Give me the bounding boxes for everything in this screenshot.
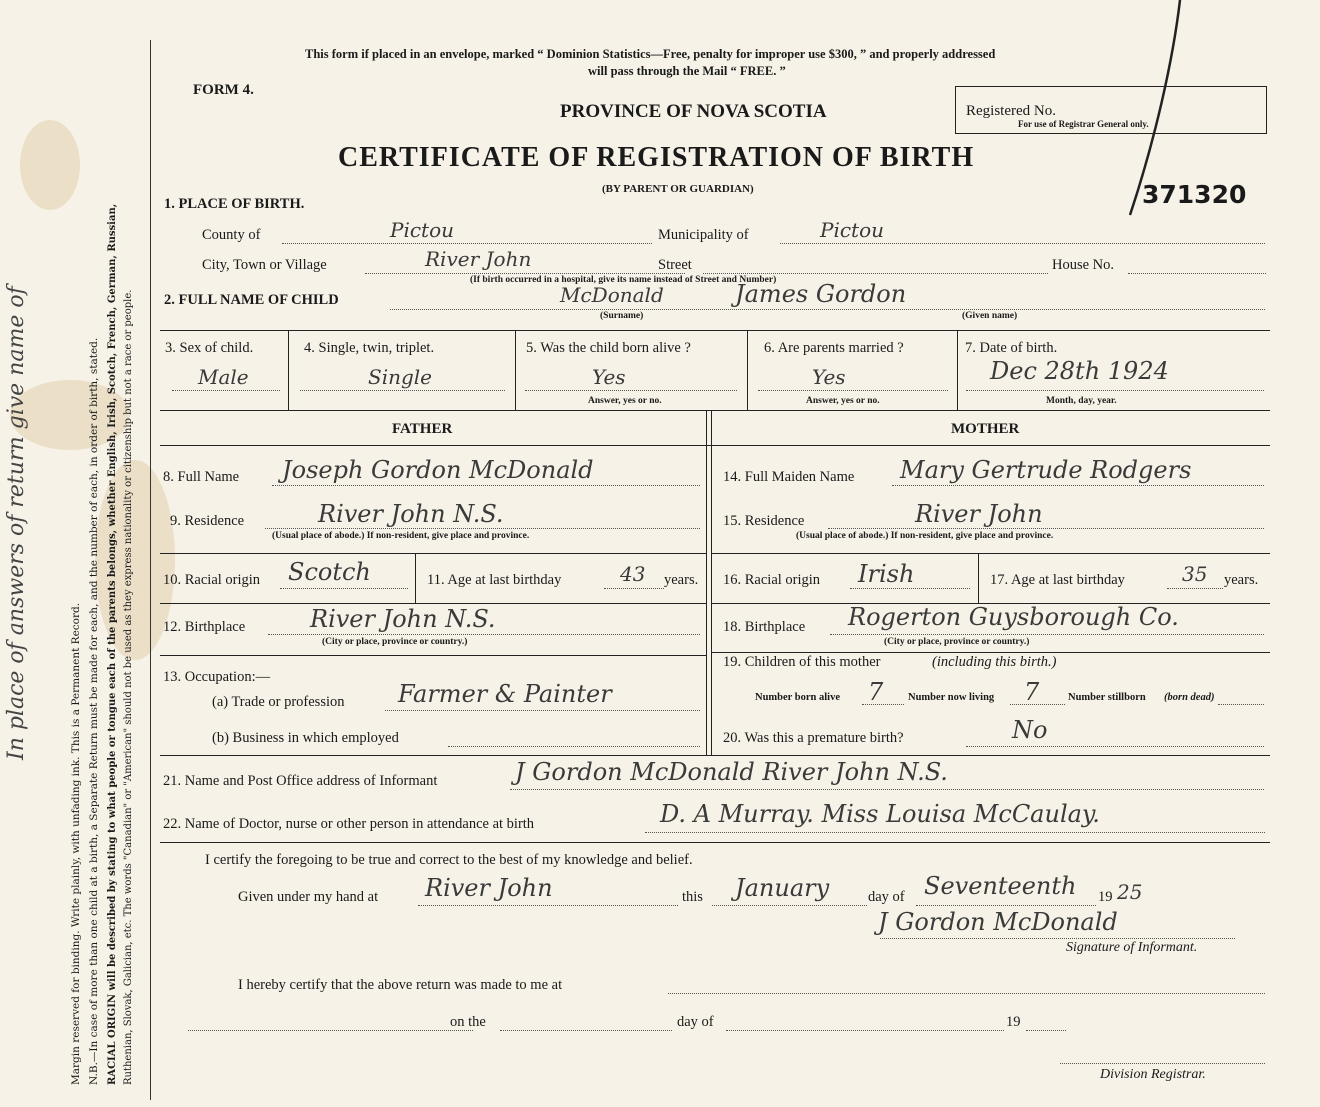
father-rule — [160, 553, 706, 554]
plurality-line — [300, 390, 505, 391]
informant-value[interactable]: J Gordon McDonald River John N.S. — [515, 758, 948, 786]
father-racial-origin-line — [280, 588, 408, 589]
registrar-place-line — [668, 993, 1265, 994]
city-value[interactable]: River John — [425, 247, 532, 271]
mother-heading: MOTHER — [951, 421, 1020, 437]
mother-racial-origin-line — [850, 588, 970, 589]
registered-number-box — [955, 86, 1267, 134]
sex-label: 3. Sex of child. — [165, 340, 254, 356]
mother-birthplace-label: 18. Birthplace — [723, 619, 806, 635]
parents-married-line — [758, 390, 948, 391]
trade-line — [385, 710, 700, 711]
certification-top-rule — [160, 842, 1270, 843]
parents-married-label: 6. Are parents married ? — [764, 340, 904, 356]
doctor-label: 22. Name of Doctor, nurse or other person in attendance at birth — [163, 816, 535, 832]
margin-nb-note: N.B.—In case of more than one child at a birth, a Separate Return must be made for each, and the number of each, in order of birth, stated. — [88, 337, 100, 1085]
sex-line — [172, 390, 280, 391]
day-of-line — [916, 905, 1096, 906]
stillborn-label: Number stillborn — [1068, 692, 1146, 703]
this-label: this — [682, 889, 703, 905]
given-place-value[interactable]: River John — [425, 874, 553, 902]
informant-line — [510, 789, 1264, 790]
plurality-value[interactable]: Single — [368, 365, 433, 389]
hospital-note: (If birth occurred in a hospital, give its name instead of Street and Number) — [470, 275, 777, 285]
father-birthplace-line — [268, 634, 700, 635]
municipality-label: Municipality of — [658, 227, 749, 243]
father-age-divider — [415, 553, 416, 603]
father-name-value[interactable]: Joseph Gordon McDonald — [282, 456, 594, 484]
parents-divider — [706, 410, 707, 755]
father-racial-origin-value[interactable]: Scotch — [288, 558, 371, 586]
parents-married-value[interactable]: Yes — [812, 365, 846, 389]
certificate-number: 371320 — [1142, 180, 1247, 209]
mother-birthplace-line — [830, 634, 1264, 635]
mother-name-line — [892, 485, 1264, 486]
county-label: County of — [202, 227, 261, 243]
children-label: 19. Children of this mother — [723, 654, 881, 670]
father-name-label: 8. Full Name — [163, 469, 240, 485]
given-label: Given under my hand at — [238, 889, 379, 905]
registrar-statement: I hereby certify that the above return was made to me at — [238, 977, 563, 993]
born-alive-label: 5. Was the child born alive ? — [526, 340, 691, 356]
municipality-line — [780, 243, 1265, 244]
mother-name-label: 14. Full Maiden Name — [723, 469, 855, 485]
registrar-place-line-2 — [188, 1030, 473, 1031]
page-subtitle: (BY PARENT OR GUARDIAN) — [602, 183, 754, 195]
division-registrar-line — [1060, 1063, 1265, 1064]
this-value[interactable]: January — [735, 874, 830, 902]
county-value[interactable]: Pictou — [390, 218, 455, 242]
place-of-birth-label: 1. PLACE OF BIRTH. — [164, 196, 305, 212]
house-no-label: House No. — [1052, 257, 1115, 273]
mother-age-divider — [978, 553, 979, 603]
father-birthplace-caption: (City or place, province or country.) — [322, 637, 468, 647]
father-residence-line — [265, 528, 700, 529]
mother-rule — [712, 553, 1270, 554]
given-place-line — [418, 905, 678, 906]
mother-residence-caption: (Usual place of abode.) If non-resident, give place and province. — [796, 531, 1054, 541]
business-label: (b) Business in which employed — [212, 730, 399, 746]
row3-divider — [957, 330, 958, 410]
mother-residence-line — [828, 528, 1264, 529]
parents-divider — [711, 410, 712, 755]
date-of-birth-caption: Month, day, year. — [1046, 396, 1117, 406]
occupation-label: 13. Occupation:— — [163, 669, 271, 685]
father-age-label: 11. Age at last birthday — [427, 572, 562, 588]
registered-label: Registered No. — [966, 103, 1056, 119]
row3-divider — [288, 330, 289, 410]
signature-caption: Signature of Informant. — [1066, 940, 1198, 955]
mother-residence-value[interactable]: River John — [915, 500, 1043, 528]
child-given-name-value[interactable]: James Gordon — [735, 280, 907, 308]
stillborn-line — [1218, 704, 1264, 705]
margin-rule — [150, 40, 151, 1100]
signature-line — [880, 938, 1235, 939]
street-line — [703, 273, 1048, 274]
registrar-on-the: on the — [450, 1014, 486, 1030]
street-label: Street — [658, 257, 692, 273]
premature-value[interactable]: No — [1012, 716, 1048, 744]
born-alive-count-value[interactable]: 7 — [868, 678, 884, 706]
row3-divider — [747, 330, 748, 410]
father-residence-label: 9. Residence — [170, 513, 245, 529]
form-number: FORM 4. — [193, 82, 254, 98]
informant-signature[interactable]: J Gordon McDonald — [878, 908, 1118, 936]
father-residence-value[interactable]: River John N.S. — [318, 500, 504, 528]
registrar-year-line — [1026, 1030, 1066, 1031]
parents-heading-rule — [160, 445, 1270, 446]
trade-label: (a) Trade or profession — [212, 694, 345, 710]
municipality-value[interactable]: Pictou — [820, 218, 885, 242]
date-of-birth-value[interactable]: Dec 28th 1924 — [990, 357, 1169, 385]
father-residence-caption: (Usual place of abode.) If non-resident, give place and province. — [272, 531, 530, 541]
now-living-value[interactable]: 7 — [1024, 678, 1040, 706]
mother-years-label: years. — [1224, 572, 1259, 588]
father-birthplace-label: 12. Birthplace — [163, 619, 246, 635]
row3-divider — [515, 330, 516, 410]
registrar-on-the-line — [500, 1030, 672, 1031]
born-alive-line — [525, 390, 737, 391]
mother-racial-origin-value[interactable]: Irish — [858, 560, 915, 588]
father-rule — [160, 655, 706, 656]
father-rule — [160, 603, 706, 604]
father-birthplace-value[interactable]: River John N.S. — [310, 605, 496, 633]
mother-racial-origin-label: 16. Racial origin — [723, 572, 821, 588]
child-name-label: 2. FULL NAME OF CHILD — [164, 292, 339, 308]
registrar-year-prefix: 19 — [1006, 1014, 1021, 1030]
father-name-line — [272, 485, 700, 486]
given-name-caption: (Given name) — [962, 311, 1018, 321]
certification-statement: I certify the foregoing to be true and correct to the best of my knowledge and belief. — [205, 852, 693, 868]
born-alive-caption: Answer, yes or no. — [588, 396, 662, 406]
father-age-line — [604, 588, 664, 589]
margin-racial-origin-note: RACIAL ORIGIN will be described by stating to what people or tongue each of the parents belongs, whether English, Irish, Scotch, French, German, Russian, — [107, 203, 118, 1085]
mother-name-value[interactable]: Mary Gertrude Rodgers — [900, 456, 1192, 484]
father-heading: FATHER — [392, 421, 453, 437]
mother-birthplace-caption: (City or place, province or country.) — [884, 637, 1030, 647]
child-surname-value[interactable]: McDonald — [560, 283, 664, 307]
day-of-value[interactable]: Seventeenth — [924, 872, 1077, 900]
county-line — [282, 243, 652, 244]
this-line — [712, 905, 867, 906]
parents-married-caption: Answer, yes or no. — [806, 396, 880, 406]
day-of-label: day of — [868, 889, 905, 905]
mother-age-line — [1167, 588, 1223, 589]
mother-age-label: 17. Age at last birthday — [990, 572, 1125, 588]
child-name-line — [390, 309, 1265, 310]
registrar-day-of: day of — [677, 1014, 714, 1030]
children-note: (including this birth.) — [932, 654, 1057, 670]
margin-racial-origin-note-2: Ruthenian, Slovak, Galician, etc. The words "Canadian" or "American" should not be used as they express nationality or citizenship but not a race or people. — [123, 289, 134, 1085]
father-age-value[interactable]: 43 — [620, 562, 646, 586]
year-prefix: 19 — [1098, 889, 1113, 905]
business-line — [448, 746, 700, 747]
father-racial-origin-label: 10. Racial origin — [163, 572, 261, 588]
mother-age-value[interactable]: 35 — [1182, 562, 1208, 586]
city-line — [365, 273, 685, 274]
registrar-day-of-line — [726, 1030, 1004, 1031]
informant-label: 21. Name and Post Office address of Informant — [163, 773, 438, 789]
division-registrar-caption: Division Registrar. — [1100, 1067, 1206, 1082]
mother-birthplace-value[interactable]: Rogerton Guysborough Co. — [848, 603, 1179, 631]
born-alive-count-label: Number born alive — [755, 692, 840, 703]
paper-stain — [20, 120, 80, 210]
doctor-value[interactable]: D. A Murray. Miss Louisa McCaulay. — [660, 800, 1100, 828]
trade-value[interactable]: Farmer & Painter — [398, 680, 612, 708]
house-no-line — [1128, 273, 1266, 274]
year-value[interactable]: 25 — [1117, 880, 1143, 904]
province-heading: PROVINCE OF NOVA SCOTIA — [560, 101, 827, 122]
margin-binding-note: Margin reserved for binding. Write plainly, with unfading ink. This is a Permanent Record. — [70, 602, 82, 1085]
surname-caption: (Surname) — [600, 311, 644, 321]
registrar-use-note: For use of Registrar General only. — [1018, 119, 1149, 129]
born-alive-value[interactable]: Yes — [592, 365, 626, 389]
date-of-birth-line — [966, 390, 1264, 391]
date-of-birth-label: 7. Date of birth. — [965, 340, 1058, 356]
father-years-label: years. — [664, 572, 699, 588]
premature-line — [966, 746, 1264, 747]
plurality-label: 4. Single, twin, triplet. — [304, 340, 435, 356]
doctor-line — [645, 832, 1265, 833]
mother-residence-label: 15. Residence — [723, 513, 805, 529]
row3-bottom-rule — [160, 410, 1270, 411]
city-label: City, Town or Village — [202, 257, 327, 273]
row3-top-rule — [160, 330, 1270, 331]
stillborn-note: (born dead) — [1164, 692, 1215, 703]
postal-note: This form if placed in an envelope, marked “ Dominion Statistics—Free, penalty for improper use $300, ” and properly addressed — [305, 47, 996, 61]
postal-note-2: will pass through the Mail “ FREE. ” — [588, 64, 786, 78]
premature-label: 20. Was this a premature birth? — [723, 730, 904, 746]
page-title: CERTIFICATE OF REGISTRATION OF BIRTH — [338, 142, 975, 173]
now-living-label: Number now living — [908, 692, 995, 703]
parents-bottom-rule — [160, 755, 1270, 756]
mother-rule — [712, 652, 1270, 653]
margin-handwritten-note: In place of answers of return give name of — [4, 286, 29, 760]
sex-value[interactable]: Male — [198, 365, 249, 389]
